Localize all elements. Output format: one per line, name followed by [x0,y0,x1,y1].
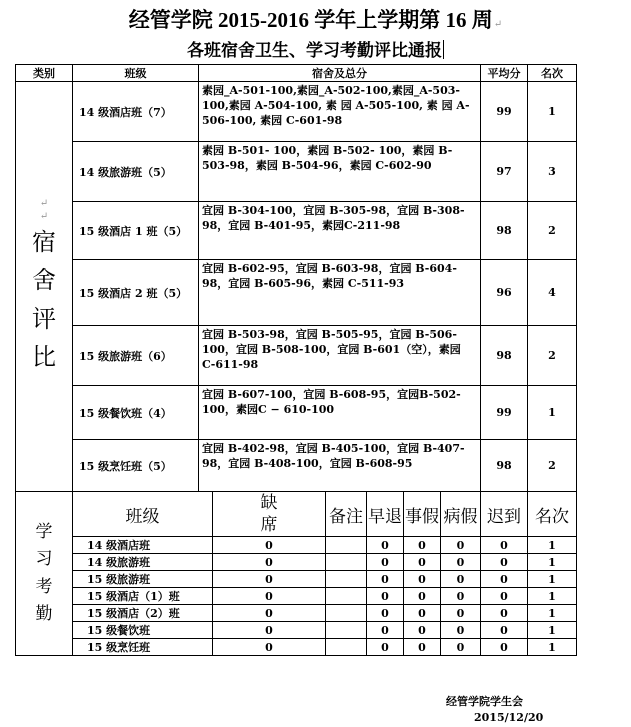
document-subtitle: 各班宿舍卫生、学习考勤评比通报 [187,41,442,61]
footer-org: 经管学院学生会 [446,695,523,708]
att-note-cell [326,605,367,622]
att-class-cell: 14 级旅游班 [73,554,213,571]
att-header-rank: 名次 [528,492,577,537]
att-personal-cell: 0 [404,537,441,554]
dorm-avg-cell: 97 [481,142,528,202]
header-avg: 平均分 [481,65,528,82]
header-rank: 名次 [528,65,577,82]
att-class-cell: 15 级旅游班 [73,571,213,588]
att-late-cell: 0 [481,605,528,622]
text-cursor [443,40,444,59]
att-personal-cell: 0 [404,622,441,639]
dorm-row [16,386,577,440]
att-sick-cell: 0 [441,639,481,656]
dorm-detail-cell: 宜园 B-304-100，宜园 B-305-98，宜园 B-308-98，宜园 B-401-95，素园C-211-98 [199,202,481,260]
att-class-cell: 15 级酒店（1）班 [73,588,213,605]
dorm-detail-cell: 宜园 B-402-98，宜园 B-405-100，宜园 B-407-98，宜园 B-408-100，宜园 B-608-95 [199,440,481,492]
att-early-cell: 0 [367,605,404,622]
dorm-avg-cell: 98 [481,440,528,492]
att-personal-cell: 0 [404,571,441,588]
att-note-cell [326,554,367,571]
attendance-row [16,622,577,639]
att-absent-cell: 0 [213,588,326,605]
dorm-rank-cell: 4 [528,260,577,326]
att-header-note: 备注 [326,492,367,537]
dorm-row [16,202,577,260]
att-sick-cell: 0 [441,537,481,554]
dorm-class-cell: 14 级旅游班（5） [73,142,199,202]
dorm-row [16,260,577,326]
dorm-avg-cell: 98 [481,326,528,386]
att-rank-cell: 1 [528,622,577,639]
document-title: 经管学院 2015-2016 学年上学期第 16 周↵ [128,8,503,32]
att-rank-cell: 1 [528,639,577,656]
att-personal-cell: 0 [404,588,441,605]
att-late-cell: 0 [481,639,528,656]
dorm-rank-cell: 3 [528,142,577,202]
dorm-row [16,440,577,492]
dorm-detail-cell: 宜园 B-503-98，宜园 B-505-95，宜园 B-506-100，宜园 B-508-100，宜园 B-601（空），素园 C-611-98 [199,326,481,386]
dorm-class-cell: 14 级酒店班（7） [73,82,199,142]
att-early-cell: 0 [367,554,404,571]
att-absent-cell: 0 [213,537,326,554]
dorm-header-row [16,65,577,82]
att-sick-cell: 0 [441,588,481,605]
dorm-class-cell: 15 级酒店 2 班（5） [73,260,199,326]
dorm-detail-cell: 素园_A-501-100,素园_A-502-100,素园_A-503-100,素园 A-504-100, 素 园 A-505-100, 素 园 A-506-100, 素园 C-601-98 [199,82,481,142]
header-category: 类别 [16,65,73,82]
attendance-category-cell: 学 习 考 勤 [16,492,73,656]
att-early-cell: 0 [367,622,404,639]
attendance-row [16,588,577,605]
att-header-late: 迟到 [481,492,528,537]
att-class-cell: 15 级烹饪班 [73,639,213,656]
dorm-rank-cell: 1 [528,386,577,440]
att-late-cell: 0 [481,588,528,605]
attendance-row [16,571,577,588]
dorm-rank-cell: 2 [528,440,577,492]
att-sick-cell: 0 [441,605,481,622]
dorm-rank-cell: 2 [528,202,577,260]
att-rank-cell: 1 [528,605,577,622]
att-header-absent: 缺 席 [213,492,326,537]
att-absent-cell: 0 [213,571,326,588]
att-personal-cell: 0 [404,554,441,571]
dorm-avg-cell: 99 [481,386,528,440]
dorm-row [16,326,577,386]
dorm-detail-cell: 宜园 B-607-100，宜园 B-608-95，宜园B-502-100，素园C − 610-100 [199,386,481,440]
att-rank-cell: 1 [528,588,577,605]
dorm-detail-cell: 素园 B-501- 100，素园 B-502- 100，素园 B-503-98，素园 B-504-96，素园 C-602-90 [199,142,481,202]
dorm-class-cell: 15 级烹饪班（5） [73,440,199,492]
header-dorm: 宿舍及总分 [199,65,481,82]
dorm-avg-cell: 96 [481,260,528,326]
att-late-cell: 0 [481,622,528,639]
att-rank-cell: 1 [528,571,577,588]
dorm-avg-cell: 99 [481,82,528,142]
att-sick-cell: 0 [441,554,481,571]
att-early-cell: 0 [367,588,404,605]
attendance-header-row [16,492,577,537]
att-sick-cell: 0 [441,622,481,639]
attendance-row [16,605,577,622]
attendance-row [16,554,577,571]
att-note-cell [326,588,367,605]
att-header-sick: 病假 [441,492,481,537]
att-note-cell [326,571,367,588]
report-table [15,64,577,656]
att-absent-cell: 0 [213,605,326,622]
dorm-category-cell: ↵ ↵ 宿 舍 评 比 [16,82,73,492]
att-header-class: 班级 [73,492,213,537]
att-rank-cell: 1 [528,537,577,554]
attendance-row [16,639,577,656]
att-note-cell [326,537,367,554]
header-class: 班级 [73,65,199,82]
att-early-cell: 0 [367,571,404,588]
att-class-cell: 15 级餐饮班 [73,622,213,639]
dorm-row [16,82,577,142]
att-personal-cell: 0 [404,605,441,622]
att-header-personal: 事假 [404,492,441,537]
att-rank-cell: 1 [528,554,577,571]
att-early-cell: 0 [367,639,404,656]
dorm-rank-cell: 1 [528,82,577,142]
footer-date: 2015/12/20 [474,711,544,724]
att-early-cell: 0 [367,537,404,554]
dorm-class-cell: 15 级餐饮班（4） [73,386,199,440]
dorm-avg-cell: 98 [481,202,528,260]
att-late-cell: 0 [481,571,528,588]
att-note-cell [326,639,367,656]
attendance-row [16,537,577,554]
att-personal-cell: 0 [404,639,441,656]
att-note-cell [326,622,367,639]
att-header-early: 早退 [367,492,404,537]
dorm-rank-cell: 2 [528,326,577,386]
att-class-cell: 15 级酒店（2）班 [73,605,213,622]
att-class-cell: 14 级酒店班 [73,537,213,554]
att-late-cell: 0 [481,554,528,571]
att-absent-cell: 0 [213,554,326,571]
dorm-class-cell: 15 级旅游班（6） [73,326,199,386]
dorm-class-cell: 15 级酒店 1 班（5） [73,202,199,260]
att-sick-cell: 0 [441,571,481,588]
att-absent-cell: 0 [213,622,326,639]
att-late-cell: 0 [481,537,528,554]
dorm-detail-cell: 宜园 B-602-95，宜园 B-603-98，宜园 B-604-98，宜园 B-605-96，素园 C-511-93 [199,260,481,326]
dorm-row [16,142,577,202]
att-absent-cell: 0 [213,639,326,656]
